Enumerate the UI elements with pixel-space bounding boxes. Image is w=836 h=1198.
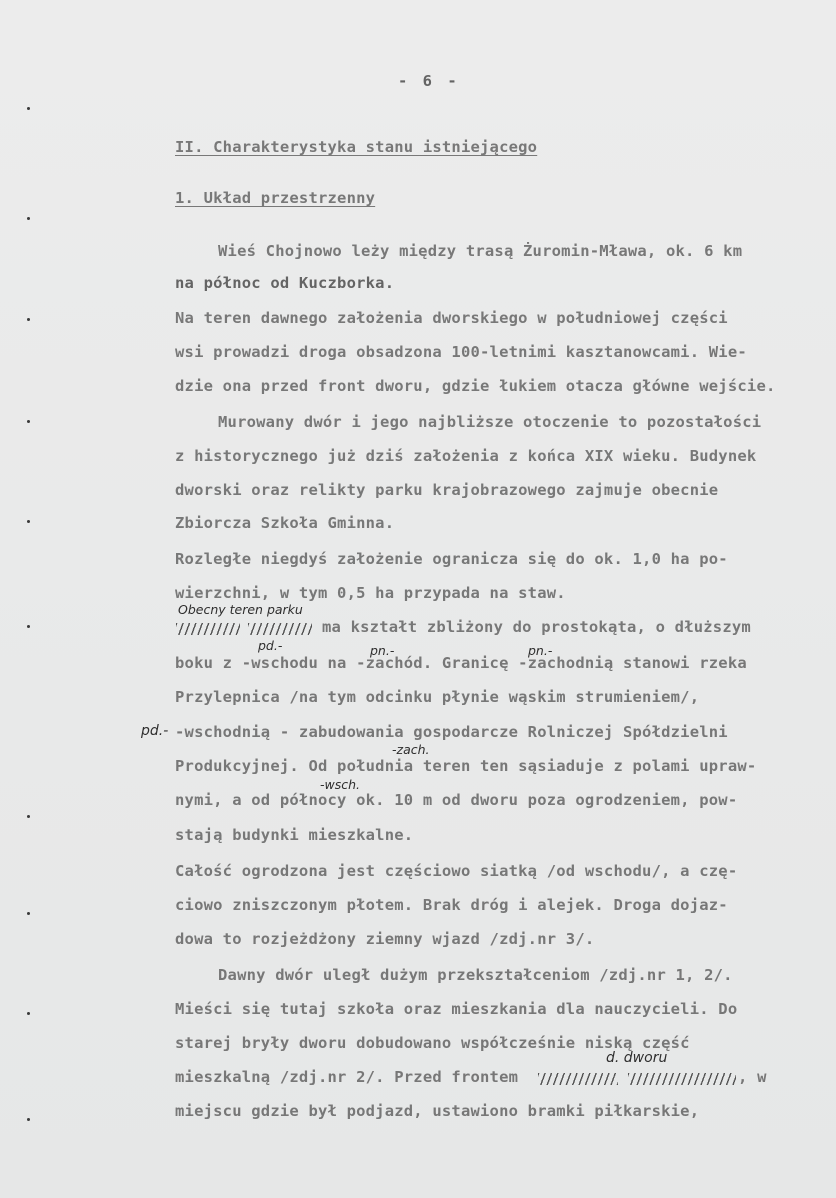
text-line: Przylepnica /na tym odcinku płynie wąskim strumieniem/, <box>175 688 700 706</box>
struck-out-text <box>628 1073 736 1085</box>
handwritten-note: pn.- <box>528 643 553 658</box>
handwritten-note: -wsch. <box>320 777 361 792</box>
handwritten-note: Obecny teren parku <box>178 602 303 617</box>
punch-hole-mark <box>27 107 30 110</box>
text-line: -wschodnią - zabudowania gospodarcze Rolniczej Spółdzielni <box>175 723 728 741</box>
text-line: miejscu gdzie był podjazd, ustawiono bramki piłkarskie, <box>175 1102 700 1120</box>
text-line: , w <box>738 1068 767 1086</box>
text-line: dowa to rozjeżdżony ziemny wjazd /zdj.nr 3/. <box>175 930 595 948</box>
section-heading: II. Charakterystyka stanu istniejącego <box>175 138 538 156</box>
punch-hole-mark <box>27 520 30 523</box>
text-line: Zbiorcza Szkoła Gminna. <box>175 514 395 532</box>
text-line: wsi prowadzi droga obsadzona 100-letnimi kasztanowcami. Wie- <box>175 343 747 361</box>
text-line: wierzchni, w tym 0,5 ha przypada na staw. <box>175 584 566 602</box>
punch-hole-mark <box>27 1012 30 1015</box>
punch-hole-mark <box>27 217 30 220</box>
text-line: ma kształt zbliżony do prostokąta, o dłuższym <box>322 618 751 636</box>
handwritten-note: pn.- <box>370 643 395 658</box>
text-line: Dawny dwór uległ dużym przekształceniom /zdj.nr 1, 2/. <box>218 966 733 984</box>
text-line: Wieś Chojnowo leży między trasą Żuromin-Mława, ok. 6 km <box>218 242 743 260</box>
text-line: z historycznego już dziś założenia z końca XIX wieku. Budynek <box>175 447 757 465</box>
text-line: na północ od Kuczborka. <box>175 274 395 292</box>
punch-hole-mark <box>27 420 30 423</box>
punch-hole-mark <box>27 625 30 628</box>
text-line: Całość ogrodzona jest częściowo siatką /od wschodu/, a czę- <box>175 862 738 880</box>
punch-hole-mark <box>27 912 30 915</box>
handwritten-note: -zach. <box>392 742 430 757</box>
text-line: mieszkalną /zdj.nr 2/. Przed frontem <box>175 1068 519 1086</box>
punch-hole-mark <box>27 318 30 321</box>
text-line: boku z -wschodu na -zachód. Granicę -zachodnią stanowi rzeka <box>175 654 747 672</box>
text-line: Na teren dawnego założenia dworskiego w południowej części <box>175 309 728 327</box>
subsection-heading: 1. Układ przestrzenny <box>175 189 376 207</box>
text-line: starej bryły dworu dobudowano współcześnie niską część <box>175 1034 690 1052</box>
struck-out-text <box>176 623 240 635</box>
text-line: dworski oraz relikty parku krajobrazowego zajmuje obecnie <box>175 481 719 499</box>
text-line: stają budynki mieszkalne. <box>175 826 414 844</box>
text-line: dzie ona przed front dworu, gdzie łukiem otacza główne wejście. <box>175 377 776 395</box>
text-line: Mieści się tutaj szkoła oraz mieszkania dla nauczycieli. Do <box>175 1000 738 1018</box>
handwritten-note: pd.- <box>141 723 169 739</box>
text-line: nymi, a od północy ok. 10 m od dworu poza ogrodzeniem, pow- <box>175 791 738 809</box>
punch-hole-mark <box>27 815 30 818</box>
text-line: ciowo zniszczonym płotem. Brak dróg i alejek. Droga dojaz- <box>175 896 728 914</box>
punch-hole-mark <box>27 1118 30 1121</box>
page-number: - 6 - <box>398 72 460 90</box>
text-line: Murowany dwór i jego najbliższe otoczenie to pozostałości <box>218 413 762 431</box>
struck-out-text <box>538 1073 618 1085</box>
text-line: Produkcyjnej. Od południa teren ten sąsiaduje z polami upraw- <box>175 757 757 775</box>
struck-out-text <box>248 623 312 635</box>
text-line: Rozległe niegdyś założenie ogranicza się do ok. 1,0 ha po- <box>175 550 728 568</box>
handwritten-note: pd.- <box>258 638 283 653</box>
handwritten-note: d. dworu <box>606 1050 668 1066</box>
